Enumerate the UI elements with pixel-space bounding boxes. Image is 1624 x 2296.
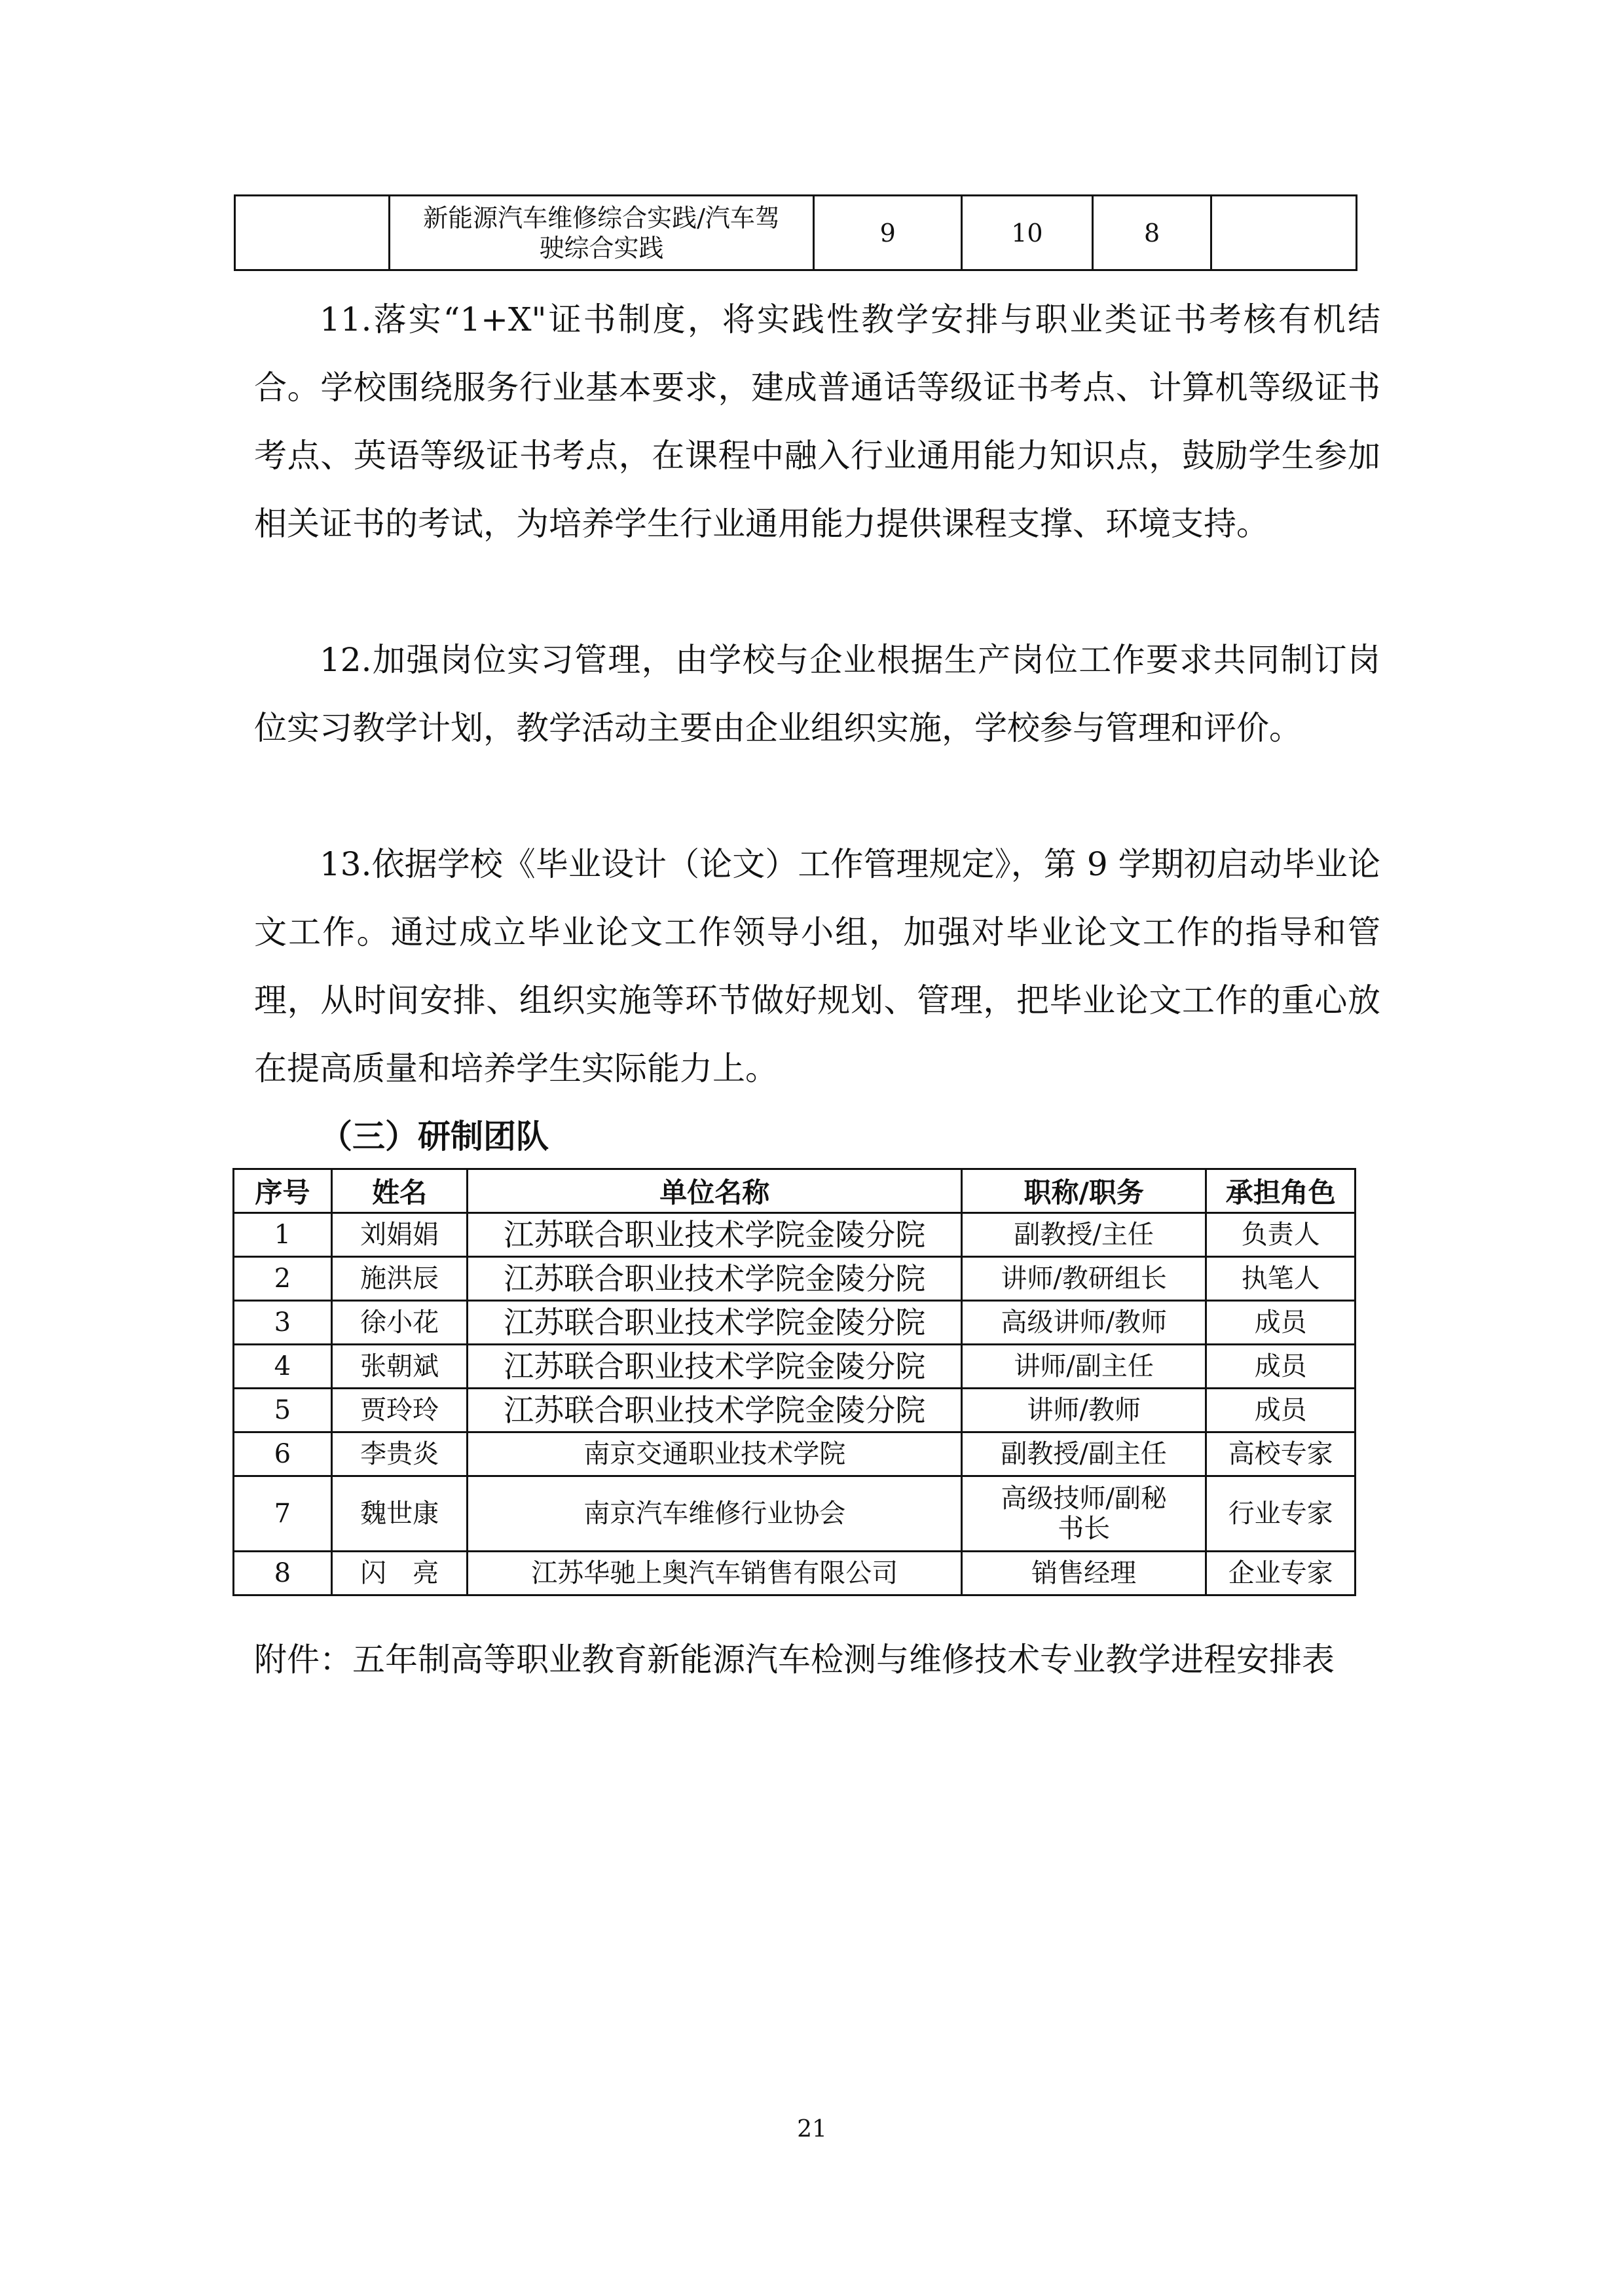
column-header: 姓名: [331, 1169, 468, 1213]
research-team-table: [232, 1168, 1356, 1596]
table-cell: 执笔人: [1206, 1257, 1356, 1301]
table-cell: 刘娟娟: [331, 1213, 468, 1257]
attachment-note: 附件：五年制高等职业教育新能源汽车检测与维修技术专业教学进程安排表: [254, 1641, 1335, 1679]
table-cell: 高级讲师/教师: [961, 1301, 1206, 1345]
table-row: [234, 1345, 1356, 1389]
table-cell: 魏世康: [331, 1476, 468, 1552]
table-cell: 2: [234, 1257, 332, 1301]
table-cell: 副教授/主任: [961, 1213, 1206, 1257]
paragraph-13: 13.依据学校《毕业设计（论文）工作管理规定》，第 9 学期初启动毕业论文工作。通过成立毕业论文工作领导小组，加强对毕业论文工作的指导和管理，从时间安排、组织实施等环节做好规划、管理，把毕业论文工作的重心放在提高质量和培养学生实际能力上。: [254, 845, 1380, 1087]
table-cell: 6: [234, 1432, 332, 1476]
table-cell: 行业专家: [1206, 1476, 1356, 1552]
course-table-continuation: [234, 194, 1357, 271]
table-row: [234, 1389, 1356, 1432]
table-cell: 江苏联合职业技术学院金陵分院: [468, 1389, 961, 1432]
table-cell: 施洪辰: [331, 1257, 468, 1301]
table-cell: 张朝斌: [331, 1345, 468, 1389]
table-cell: 江苏联合职业技术学院金陵分院: [468, 1301, 961, 1345]
table-row: [235, 196, 1357, 270]
table-cell: 成员: [1206, 1301, 1356, 1345]
table-cell: 10: [962, 196, 1093, 270]
table-cell: 贾玲玲: [331, 1389, 468, 1432]
table-cell: 销售经理: [961, 1552, 1206, 1595]
table-row: [234, 1213, 1356, 1257]
course-name-cell: 新能源汽车维修综合实践/汽车驾驶综合实践: [389, 196, 814, 270]
table-cell: 江苏华驰上奥汽车销售有限公司: [468, 1552, 961, 1595]
table-cell: 江苏联合职业技术学院金陵分院: [468, 1257, 961, 1301]
table-header-row: [234, 1169, 1356, 1213]
table-cell: 副教授/副主任: [961, 1432, 1206, 1476]
table-cell: 讲师/教研组长: [961, 1257, 1206, 1301]
table-cell: 南京汽车维修行业协会: [468, 1476, 961, 1552]
table-cell: 高级技师/副秘书长: [961, 1476, 1206, 1552]
table-cell: [235, 196, 390, 270]
table-cell: 8: [234, 1552, 332, 1595]
table-cell: [1211, 196, 1357, 270]
column-header: 序号: [234, 1169, 332, 1213]
table-cell: 南京交通职业技术学院: [468, 1432, 961, 1476]
table-cell: 江苏联合职业技术学院金陵分院: [468, 1345, 961, 1389]
table-cell: 江苏联合职业技术学院金陵分院: [468, 1213, 961, 1257]
table-row: [234, 1552, 1356, 1595]
table-cell: 负责人: [1206, 1213, 1356, 1257]
table-cell: 1: [234, 1213, 332, 1257]
table-cell: 7: [234, 1476, 332, 1552]
section-heading: （三）研制团队: [320, 1117, 549, 1156]
table-cell: 闪 亮: [331, 1552, 468, 1595]
table-cell: 成员: [1206, 1389, 1356, 1432]
column-header: 职称/职务: [961, 1169, 1206, 1213]
table-cell: 9: [814, 196, 962, 270]
column-header: 承担角色: [1206, 1169, 1356, 1213]
column-header: 单位名称: [468, 1169, 961, 1213]
table-cell: 5: [234, 1389, 332, 1432]
table-cell: 李贵炎: [331, 1432, 468, 1476]
table-row: [234, 1257, 1356, 1301]
table-cell: 成员: [1206, 1345, 1356, 1389]
table-cell: 3: [234, 1301, 332, 1345]
table-cell: 8: [1092, 196, 1211, 270]
table-cell: 讲师/副主任: [961, 1345, 1206, 1389]
page-number: 21: [797, 2116, 827, 2143]
table-cell: 企业专家: [1206, 1552, 1356, 1595]
table-cell: 徐小花: [331, 1301, 468, 1345]
table-cell: 高校专家: [1206, 1432, 1356, 1476]
table-row: [234, 1301, 1356, 1345]
table-cell: 4: [234, 1345, 332, 1389]
paragraph-11: 11.落实“1+X"证书制度，将实践性教学安排与职业类证书考核有机结合。学校围绕服务行业基本要求，建成普通话等级证书考点、计算机等级证书考点、英语等级证书考点，在课程中融入行业通用能力知识点，鼓励学生参加相关证书的考试，为培养学生行业通用能力提供课程支撑、环境支持。: [254, 301, 1380, 543]
paragraph-12: 12.加强岗位实习管理，由学校与企业根据生产岗位工作要求共同制订岗位实习教学计划，教学活动主要由企业组织实施，学校参与管理和评价。: [254, 641, 1380, 747]
table-row: [234, 1432, 1356, 1476]
table-row: [234, 1476, 1356, 1552]
table-cell: 讲师/教师: [961, 1389, 1206, 1432]
